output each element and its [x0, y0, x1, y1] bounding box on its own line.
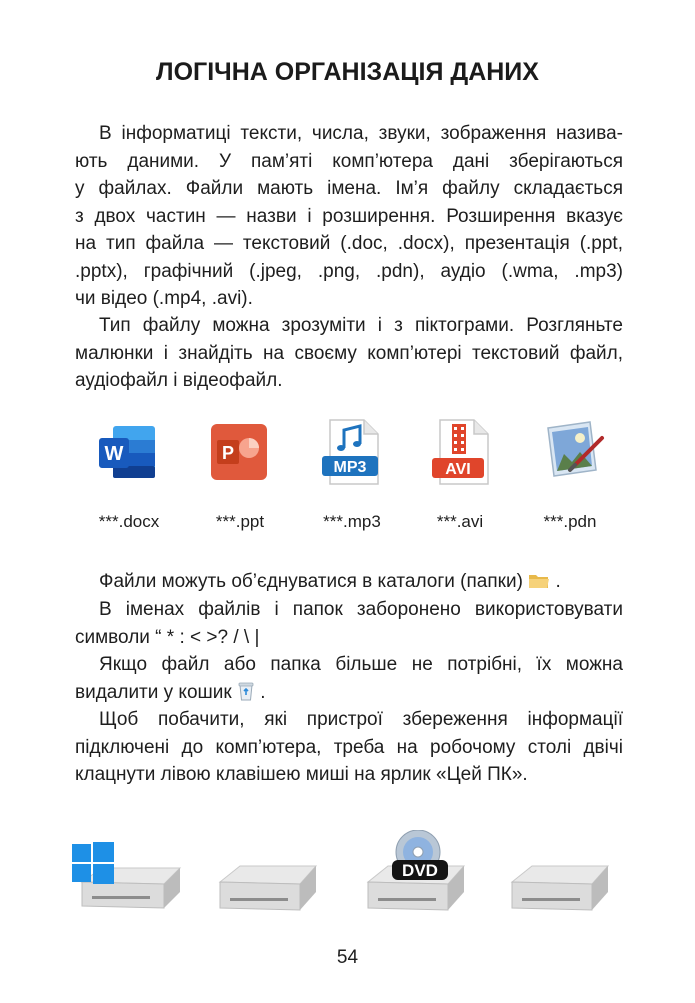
page-title: ЛОГІЧНА ОРГАНІЗАЦІЯ ДАНИХ [156, 58, 539, 86]
text-line: підключені до комп’ютера, треба на робочому столі двічі [75, 736, 623, 758]
file-caption: ***.ppt [215, 512, 265, 531]
paragraph-file-types [75, 120, 623, 313]
windows-drive-icon [72, 840, 184, 918]
word-icon [95, 418, 159, 486]
svg-text:W: W [104, 443, 124, 465]
text-span: . [555, 571, 561, 592]
text-line: ють даними. У пам’яті комп’ютера дані зберігаються [75, 150, 623, 172]
dvd-label: DVD [402, 861, 438, 880]
powerpoint-icon [205, 418, 269, 486]
paint-net-icon [542, 418, 606, 486]
text-line: малюнки і знайдіть на своєму комп’ютері текстовий файл, [75, 342, 623, 364]
text-line [75, 568, 623, 596]
text-line: аудіофайл і відеофайл. [75, 370, 283, 391]
paragraph-recycle-bin [75, 651, 623, 706]
text-line: у файлах. Файли мають імена. Ім’я файлу складається [75, 178, 623, 199]
recycle-bin-icon [237, 681, 255, 701]
hard-drive-icon [218, 860, 318, 920]
text-line: з двох частин — назви і розширення. Розширення вказує [75, 205, 623, 227]
file-caption: ***.docx [98, 512, 160, 531]
folder-icon [528, 572, 550, 590]
file-caption: ***.avi [436, 512, 484, 531]
text-span: видалити у кошик [75, 681, 232, 703]
text-line [75, 679, 623, 707]
paragraph-folders [75, 568, 623, 596]
text-line: Якщо файл або папка більше не потрібні, їх можна [99, 654, 623, 675]
paragraph-this-pc [75, 706, 623, 789]
avi-file-icon [430, 418, 494, 486]
text-span: . [260, 681, 266, 703]
text-line: клацнути лівою клавішею миші на ярлик «Цей ПК». [75, 764, 528, 785]
text-line: .pptx), графічний (.jpeg, .png, .pdn), аудіо (.wma, .mp3) [75, 260, 623, 282]
hard-drive-icon [510, 860, 610, 920]
file-icons-row [0, 418, 695, 488]
text-line: В інформатиці тексти, числа, звуки, зображення назива- [99, 123, 623, 144]
text-line: Тип файлу можна зрозуміти і з піктограми. Розгляньте [99, 315, 623, 336]
mp3-file-icon [320, 418, 384, 486]
page-number: 54 [336, 947, 359, 968]
text-line: на тип файла — текстовий (.doc, .docx), презентація (.ppt, [75, 233, 623, 254]
text-line: символи “ * : < >? / \ | [75, 626, 260, 648]
file-caption: ***.mp3 [323, 512, 381, 531]
drives-row [0, 830, 695, 920]
file-caption: ***.pdn [543, 512, 597, 531]
svg-text:MP3: MP3 [333, 459, 367, 476]
paragraph-icons-intro [75, 312, 623, 395]
text-line: В іменах файлів і папок заборонено використовувати [99, 599, 623, 620]
text-line: Щоб побачити, які пристрої збереження інформації [99, 709, 623, 730]
text-line: чи відео (.mp4, .avi). [75, 288, 253, 309]
text-span: Файли можуть об’єднуватися в каталоги (папки) [99, 571, 523, 592]
svg-text:AVI: AVI [445, 461, 471, 478]
svg-text:P: P [221, 443, 235, 463]
paragraph-forbidden-chars [75, 596, 623, 651]
